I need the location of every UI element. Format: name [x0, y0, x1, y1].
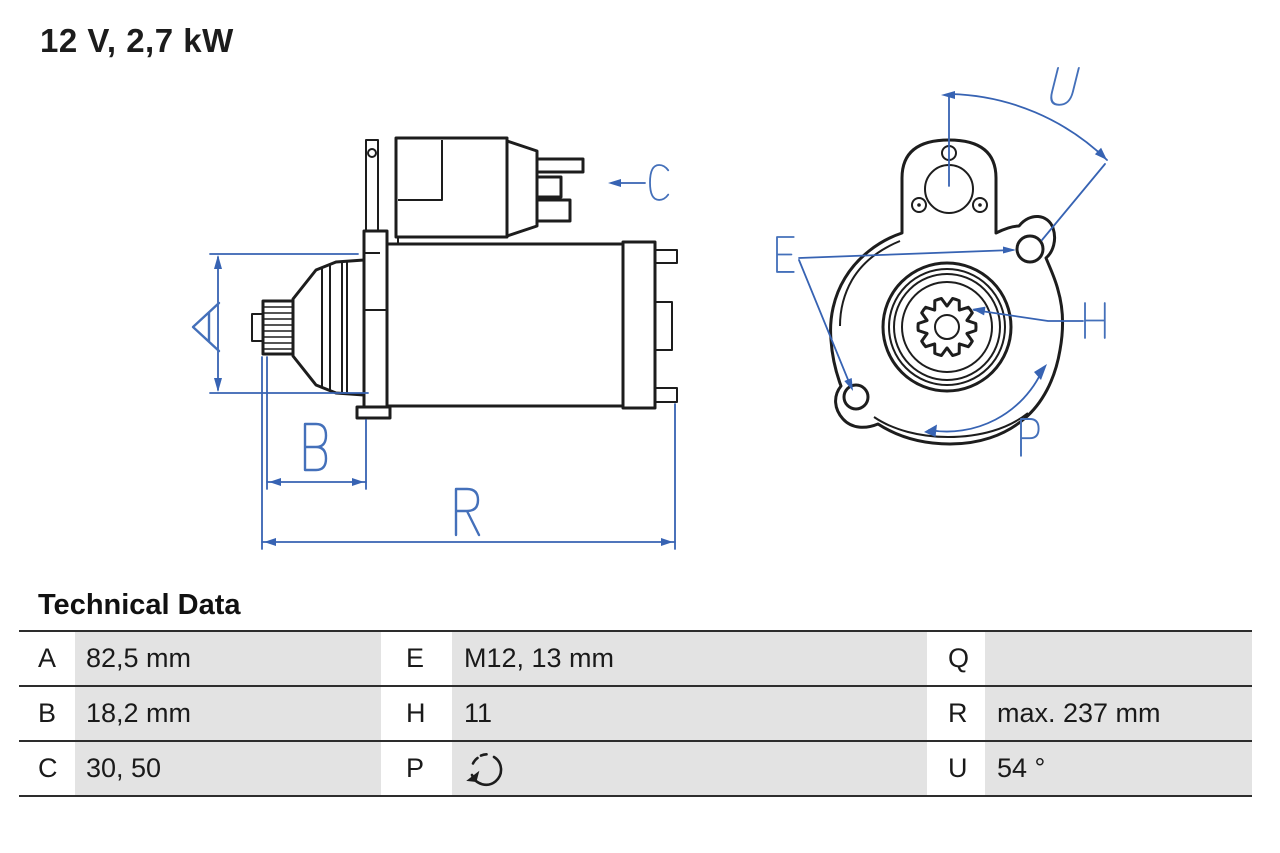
table-row — [19, 687, 1252, 742]
pinion-side — [263, 301, 293, 354]
cell-key-R: R — [927, 687, 985, 740]
technical-data-table — [19, 630, 1252, 797]
cell-key-C: C — [19, 742, 75, 795]
table-row — [19, 632, 1252, 687]
side-view — [252, 138, 677, 418]
cell-value-E: M12, 13 mm — [452, 632, 927, 685]
cell-value-C: 30, 50 — [75, 742, 381, 795]
terminal-stud — [537, 159, 583, 172]
end-tab-top — [655, 250, 677, 263]
ccw-rotation-icon — [464, 745, 510, 793]
cell-key-H: H — [381, 687, 452, 740]
flange-foot — [357, 407, 390, 418]
end-tab-bottom — [655, 388, 677, 402]
mounting-flange — [364, 231, 387, 407]
drive-housing-cone — [293, 260, 364, 395]
cell-value-B: 18,2 mm — [75, 687, 381, 740]
technical-data-heading: Technical Data — [38, 589, 241, 621]
label-C — [650, 165, 668, 200]
label-U — [1049, 68, 1079, 105]
solenoid-body — [396, 138, 507, 237]
cell-key-Q: Q — [927, 632, 985, 685]
label-A — [193, 303, 219, 351]
shaft-nose — [252, 314, 263, 341]
label-R — [456, 489, 479, 535]
cell-value-Q — [985, 632, 1252, 685]
cell-key-U: U — [927, 742, 985, 795]
terminal-30 — [537, 177, 561, 197]
bracket-bolt — [368, 149, 376, 157]
cell-value-U: 54 ° — [985, 742, 1252, 795]
page-title: 12 V, 2,7 kW — [40, 22, 234, 59]
cell-value-H: 11 — [452, 687, 927, 740]
annotation-C — [608, 165, 668, 200]
pinion-gear-path — [918, 299, 976, 356]
front-view — [831, 140, 1063, 444]
cell-value-P — [452, 742, 927, 795]
label-E — [777, 237, 794, 272]
cell-key-E: E — [381, 632, 452, 685]
cell-key-A: A — [19, 632, 75, 685]
label-H — [1085, 303, 1105, 338]
cell-value-R: max. 237 mm — [985, 687, 1252, 740]
cell-value-A: 82,5 mm — [75, 632, 381, 685]
table-row — [19, 742, 1252, 797]
end-block — [655, 302, 672, 350]
tab-right-hole-dot — [978, 203, 982, 207]
cell-key-B: B — [19, 687, 75, 740]
label-P — [1021, 419, 1039, 456]
commutator-end-cap — [623, 242, 655, 408]
tab-left-hole-dot — [917, 203, 921, 207]
label-B — [305, 424, 326, 470]
terminal-50 — [537, 200, 570, 221]
front-flange-outline — [831, 140, 1063, 444]
cell-key-P: P — [381, 742, 452, 795]
solenoid-end-cap — [507, 141, 537, 236]
motor-body — [387, 244, 623, 406]
